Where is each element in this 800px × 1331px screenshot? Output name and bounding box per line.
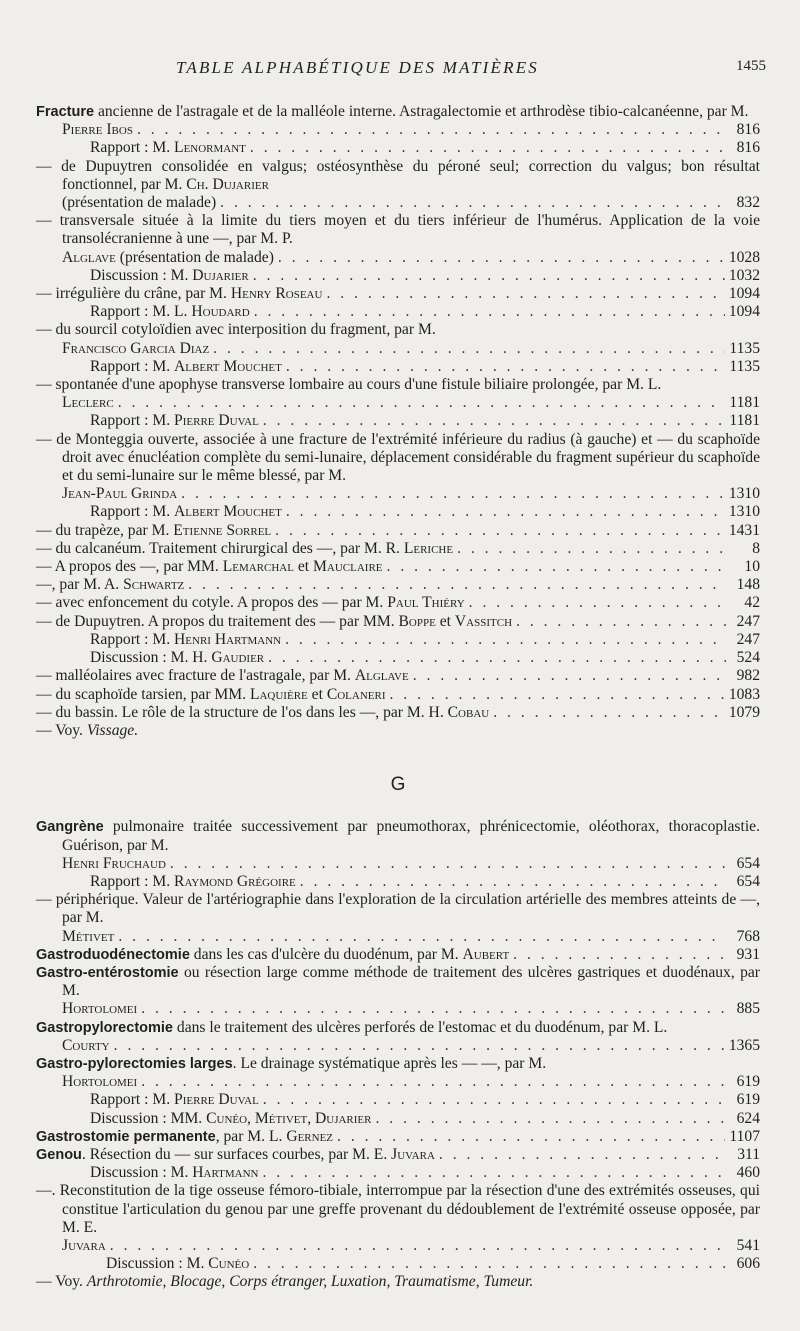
entry-text: pulmonaire traitée successivement par pneumothorax, phrénicectomie, oléothorax, thoracoplastie. Guérison, par M. (62, 818, 760, 854)
dot-leader (141, 1000, 726, 1018)
entry-author: Leriche (403, 539, 454, 557)
index-entry (36, 1019, 760, 1037)
entry-page: 247 (736, 630, 760, 648)
entry-page: 1181 (729, 412, 760, 430)
entry-page: 885 (736, 1000, 760, 1018)
rapport-line (36, 503, 760, 521)
entry-keyword: Gastroduodénectomie (36, 946, 190, 963)
entry-page: 1028 (728, 248, 760, 266)
rapport-label: Rapport : M. (90, 139, 171, 157)
running-title: TABLE ALPHABÉTIQUE DES MATIÈRES (176, 58, 539, 77)
entry-leader-line (36, 928, 760, 946)
rapport-label: Rapport : M. (90, 630, 171, 648)
rapport-line (36, 303, 760, 321)
entry-author: Leclerc (62, 394, 114, 412)
see-also-line (36, 1273, 760, 1291)
dot-leader (118, 394, 726, 412)
entry-author: Alglave (354, 667, 409, 685)
entry-text: —. Reconstitution de la tige osseuse fémoro-tibiale, interrompue par la résection d'une des extrémités osseuses, qui constitue l'articulation du genou par une greffe provenant du dédoublement de l'extrémité osseuse opposée, par M. E. (36, 1182, 760, 1236)
entry-text: dans le traitement des ulcères perforés de l'estomac et du duodénum, par M. L. (176, 1018, 668, 1036)
entry-page: 619 (736, 1091, 760, 1109)
entry-author: Etienne Sorrel (173, 521, 272, 539)
entry-leader-line (36, 1037, 760, 1055)
entry-text: par M. L. (223, 1127, 283, 1145)
entry-text: — du sourcil cotyloïdien avec interposition du fragment, par M. (36, 321, 436, 339)
dot-leader (253, 267, 725, 285)
entry-page: 1310 (728, 485, 760, 503)
rapport-line (36, 412, 760, 430)
entry-page: 1431 (728, 521, 760, 539)
entry-author: Lemarchal (222, 558, 294, 576)
see-also-line (36, 722, 760, 740)
dot-leader (413, 667, 726, 685)
index-entry (36, 540, 760, 558)
entry-page: 1135 (729, 339, 760, 357)
entry-author: Boppe (398, 612, 436, 630)
entry-text: dans les cas d'ulcère du duodénum, par M. (193, 945, 459, 963)
dot-leader (141, 1073, 726, 1091)
discussion-author: Dujarier (192, 266, 249, 284)
entry-keyword: Gangrène (36, 819, 104, 836)
index-entry (36, 158, 760, 194)
rapport-label: Rapport : M. (90, 872, 171, 890)
entry-author: Jean-Paul Grinda (62, 485, 178, 503)
dot-leader (493, 704, 725, 722)
entry-page: 606 (736, 1255, 760, 1273)
entry-author: Hortolomei (62, 1000, 138, 1018)
entry-keyword: Gastrostomie permanente (36, 1128, 216, 1145)
rapport-author: Albert Mouchet (174, 503, 282, 521)
entry-page: 768 (736, 927, 760, 945)
entry-author: Courty (62, 1036, 110, 1054)
entry-author-2: Vassitch (454, 612, 513, 630)
rapport-author: Albert Mouchet (174, 357, 282, 375)
entry-author: Cobau (447, 703, 490, 721)
entry-leader-line (36, 194, 760, 212)
rapport-line (36, 358, 760, 376)
see-also-label: — Voy. (36, 1273, 83, 1291)
dot-leader (516, 613, 726, 631)
discussion-author: Gaudier (211, 649, 265, 667)
index-entry (36, 558, 760, 576)
entry-text: — irrégulière du crâne, par M. (36, 285, 227, 303)
rapport-label: Rapport : M. (90, 1091, 171, 1109)
index-entry (36, 946, 760, 964)
entry-page: 1107 (729, 1127, 760, 1145)
discussion-label: Discussion : M. H. (90, 649, 208, 667)
entry-text: Le drainage systématique après les — —, par M. (240, 1054, 547, 1072)
entry-author: Henri Fruchaud (62, 854, 166, 872)
entry-leader-line (36, 394, 760, 412)
entry-page: 832 (736, 194, 760, 212)
dot-leader (110, 1237, 726, 1255)
entry-page: 541 (736, 1236, 760, 1254)
index-entry (36, 103, 760, 121)
rapport-author: Houdard (191, 303, 250, 321)
entry-page: 1310 (728, 503, 760, 521)
dot-leader (326, 285, 724, 303)
entry-text: ancienne de l'astragale et de la malléole interne. Astragalectomie et arthrodèse tibio-calcanéenne, par M. (97, 103, 749, 120)
rapport-label: Rapport : M. (90, 357, 171, 375)
entry-author: Juvara (62, 1236, 106, 1254)
entry-page: 1181 (729, 394, 760, 412)
dot-leader (390, 686, 725, 704)
index-entry (36, 212, 760, 248)
dot-leader (188, 576, 726, 594)
index-entry (36, 667, 760, 685)
entry-page: 148 (736, 576, 760, 594)
entry-leader-line (36, 855, 760, 873)
entry-text: — avec enfoncement du cotyle. A propos des — par M. (36, 594, 384, 612)
entry-page: 1083 (728, 685, 760, 703)
dot-leader (337, 1128, 725, 1146)
entry-author: Métivet (62, 927, 115, 945)
dot-leader (275, 522, 725, 540)
entry-text: — A propos des —, par MM. (36, 558, 219, 576)
entry-text: — spontanée d'une apophyse transverse lombaire au cours d'une fistule biliaire prolongée, par M. L. (36, 376, 662, 394)
entry-author: Alglave (62, 248, 116, 266)
rapport-label: Rapport : M. (90, 503, 171, 521)
discussion-author: Cunéo, Métivet, Dujarier (206, 1109, 372, 1127)
dot-leader (286, 358, 726, 376)
dot-leader (137, 121, 726, 139)
index-entry (36, 1182, 760, 1237)
entry-conjunction: et (297, 558, 310, 576)
rapport-line (36, 873, 760, 891)
dot-leader (457, 540, 726, 558)
entry-page: 931 (736, 945, 760, 963)
entry-author: Paul Thiéry (387, 594, 465, 612)
dot-leader (469, 594, 726, 612)
entry-page: 42 (744, 594, 760, 612)
dot-leader (220, 194, 726, 212)
dot-leader (300, 873, 726, 891)
entry-page: 1365 (728, 1036, 760, 1054)
discussion-author: Hartmann (192, 1164, 259, 1182)
rapport-author: Henri Hartmann (174, 630, 282, 648)
index-entry (36, 818, 760, 854)
dot-leader (286, 503, 725, 521)
entry-author: Henry Roseau (230, 285, 323, 303)
discussion-line (36, 1164, 760, 1182)
dot-leader (250, 139, 726, 157)
rapport-author: Pierre Duval (174, 1091, 259, 1109)
entry-text: — du trapèze, par M. (36, 521, 170, 539)
entry-leader-line (36, 1000, 760, 1018)
entry-page: 816 (736, 139, 760, 157)
dot-leader (253, 1255, 726, 1273)
entry-suffix: (présentation de malade) (62, 194, 217, 212)
page-header (0, 58, 800, 82)
index-column (36, 103, 760, 1292)
entry-page: 247 (736, 612, 760, 630)
entry-leader-line (36, 121, 760, 139)
rapport-author: Pierre Duval (174, 412, 259, 430)
entry-leader-line (36, 1073, 760, 1091)
index-entry (36, 686, 760, 704)
dot-leader (170, 855, 726, 873)
see-also-label: — Voy. (36, 721, 83, 739)
rapport-label: Rapport : M. L. (90, 303, 188, 321)
entry-page: 460 (736, 1164, 760, 1182)
discussion-label: Discussion : M. (90, 266, 189, 284)
rapport-author: Lenormant (174, 139, 246, 157)
discussion-line (36, 649, 760, 667)
entry-keyword: Fracture (36, 104, 95, 120)
index-entry (36, 522, 760, 540)
entry-author: Ch. Dujarier (186, 175, 269, 193)
entry-author-2: Mauclaire (313, 558, 383, 576)
entry-leader-line (36, 1237, 760, 1255)
index-entry (36, 964, 760, 1000)
entry-leader-line (36, 340, 760, 358)
entry-text: — du calcanéum. Traitement chirurgical des —, par M. R. (36, 539, 400, 557)
index-entry (36, 576, 760, 594)
dot-leader (114, 1037, 725, 1055)
entry-page: 816 (736, 121, 760, 139)
rapport-line (36, 1091, 760, 1109)
entry-page: 624 (736, 1109, 760, 1127)
rapport-author: Raymond Grégoire (174, 872, 296, 890)
discussion-label: Discussion : M. (106, 1255, 205, 1273)
entry-keyword: Gastro-pylorectomies larges (36, 1055, 233, 1072)
see-also-refs: Arthrotomie, Blocage, Corps étranger, Luxation, Traumatisme, Tumeur. (86, 1273, 534, 1291)
entry-leader-line (36, 485, 760, 503)
dot-leader (213, 340, 725, 358)
rapport-line (36, 139, 760, 157)
entry-page: 1032 (728, 266, 760, 284)
index-entry (36, 321, 760, 339)
entry-author: Juvara (391, 1145, 435, 1163)
dot-leader (376, 1110, 727, 1128)
index-entry (36, 285, 760, 303)
discussion-line (36, 267, 760, 285)
entry-page: 654 (736, 872, 760, 890)
section-letter: G (390, 774, 406, 796)
dot-leader (439, 1146, 726, 1164)
entry-keyword: Gastro-entérostomie (36, 964, 179, 981)
entry-page: 8 (752, 539, 760, 557)
entry-page: 1079 (728, 703, 760, 721)
index-entry (36, 594, 760, 612)
dot-leader (268, 649, 726, 667)
entry-keyword: Genou (36, 1146, 82, 1163)
entry-page: 1094 (728, 303, 760, 321)
entry-text: — du bassin. Le rôle de la structure de l'os dans les —, par M. H. (36, 703, 444, 721)
entry-page: 654 (736, 854, 760, 872)
entry-text: — transversale située à la limite du tiers moyen et du tiers inférieur de l'humérus. Application de la voie transolécranienne à une —, par M. P. (36, 212, 760, 248)
entry-author: Aubert (462, 945, 510, 963)
index-entry (36, 613, 760, 631)
entry-author: Francisco Garcia Diaz (62, 339, 210, 357)
entry-text: — de Dupuytren consolidée en valgus; ostéosynthèse du péroné seul; correction du valgus; bon résultat fonctionnel, par M. (36, 157, 760, 193)
entry-page: 982 (736, 667, 760, 685)
entry-author: Gernez (286, 1127, 334, 1145)
entry-author: Schwartz (123, 576, 185, 594)
entry-conjunction: et (311, 685, 323, 703)
entry-text: ou résection large comme méthode de traitement des ulcères gastriques et duodénaux, par M. (62, 963, 760, 1000)
dot-leader (387, 558, 726, 576)
index-entry (36, 891, 760, 927)
entry-author: Pierre Ibos (62, 121, 133, 139)
discussion-label: Discussion : M. (90, 1164, 189, 1182)
entry-page: 619 (736, 1073, 760, 1091)
entry-page: 1094 (728, 285, 760, 303)
index-entry: Gastro-pylorectomies larges. Le drainage systématique après les — —, par M. (36, 1054, 547, 1072)
discussion-line (36, 1110, 760, 1128)
dot-leader (181, 485, 725, 503)
entry-text: —, par M. A. (36, 576, 120, 594)
rapport-label: Rapport : M. (90, 412, 171, 430)
entry-leader-line (36, 249, 760, 267)
entry-page: 10 (744, 558, 760, 576)
entry-suffix: (présentation de malade) (119, 248, 274, 266)
entry-author-2: Colaneri (326, 685, 386, 703)
discussion-author: Cunéo (208, 1255, 250, 1273)
index-entry: Genou. Résection du — sur surfaces courbes, par M. E. Juvara . . . 311 (36, 1146, 760, 1164)
entry-keyword: Gastropylorectomie (36, 1019, 173, 1036)
entry-text: — périphérique. Valeur de l'artériographie dans l'exploration de la circulation artérielle des membres atteints de —, par M. (36, 891, 760, 927)
discussion-line (36, 1255, 760, 1273)
dot-leader (513, 946, 726, 964)
dot-leader (278, 249, 725, 267)
entry-conjunction: et (439, 612, 451, 630)
entry-text: — de Dupuytren. A propos du traitement des — par MM. (36, 612, 395, 630)
entry-text: Résection du — sur surfaces courbes, par M. E. (89, 1145, 388, 1163)
dot-leader (263, 1091, 726, 1109)
page-number: 1455 (736, 58, 766, 74)
dot-leader (118, 928, 726, 946)
dot-leader (263, 412, 726, 430)
entry-page: 524 (736, 649, 760, 667)
entry-text: — du scaphoïde tarsien, par MM. (36, 685, 247, 703)
dot-leader (262, 1164, 726, 1182)
dot-leader (254, 303, 725, 321)
index-entry (36, 431, 760, 486)
index-entry (36, 376, 760, 394)
index-entry (36, 704, 760, 722)
rapport-line (36, 631, 760, 649)
discussion-label: Discussion : MM. (90, 1109, 203, 1127)
entry-author: Hortolomei (62, 1073, 138, 1091)
see-also-ref: Vissage. (86, 721, 139, 739)
index-entry: Gastrostomie permanente, par M. L. Gernez . . . 1107 (36, 1128, 760, 1146)
entry-text: — malléolaires avec fracture de l'astragale, par M. (36, 667, 351, 685)
entry-page: 1135 (729, 357, 760, 375)
entry-page: 311 (737, 1145, 760, 1163)
entry-author: Laquière (249, 685, 308, 703)
dot-leader (285, 631, 726, 649)
entry-text: — de Monteggia ouverte, associée à une fracture de l'extrémité inférieure du radius (à gauche) et — du scaphoïde droit avec énucléation complète du semi-lunaire, déplacement considérable du fragment supérieur du scaphoïde et du semi-lunaire sur le même blessé, par M. (36, 430, 760, 485)
